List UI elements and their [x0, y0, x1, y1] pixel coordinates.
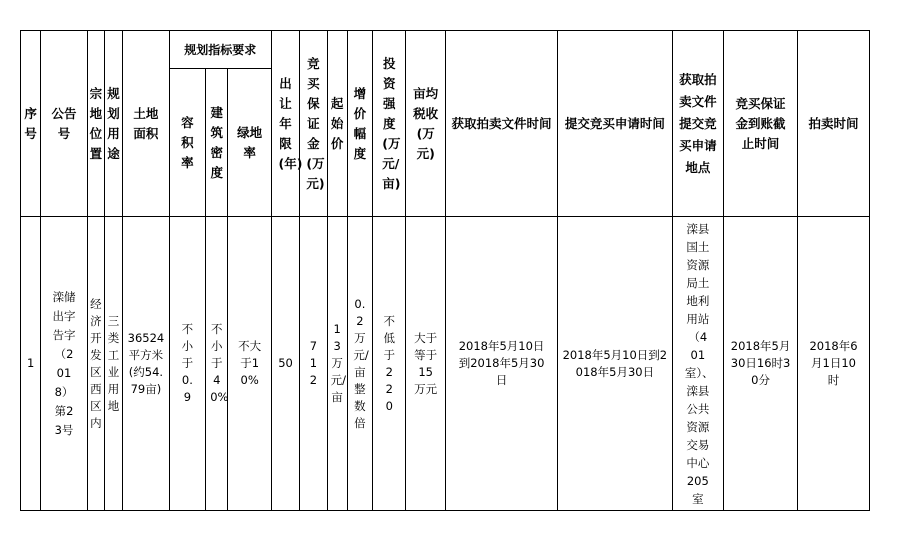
- cell-notice-no: 滦储出字告字（2018）第23号: [41, 217, 88, 511]
- cell-location: 经济开发区西区内: [87, 217, 104, 511]
- cell-deposit: 712: [300, 217, 327, 511]
- header-density: 建筑密度: [206, 69, 228, 217]
- cell-far: 不小于0.9: [169, 217, 205, 511]
- header-term: 出让年限(年): [271, 31, 299, 217]
- cell-seq: 1: [21, 217, 41, 511]
- cell-green: 不大于10%: [228, 217, 272, 511]
- header-place: 获取拍卖文件提交竞买申请地点: [672, 31, 724, 217]
- land-auction-table: [20, 30, 870, 511]
- header-far: 容积率: [169, 69, 205, 217]
- cell-increment: 0.2万元/亩整数倍: [347, 217, 372, 511]
- header-usage: 规划用途: [104, 31, 122, 217]
- header-tax: 亩均税收(万元): [406, 31, 445, 217]
- header-planning-group: 规划指标要求: [169, 31, 271, 69]
- header-increment: 增价幅度: [347, 31, 372, 217]
- header-row-1: [21, 31, 870, 69]
- cell-investment: 不低于220: [373, 217, 406, 511]
- cell-deposit-deadline: 2018年5月30日16时30分: [724, 217, 798, 511]
- header-deposit: 竞买保证金(万元): [300, 31, 327, 217]
- header-submit-time: 提交竞买申请时间: [558, 31, 672, 217]
- cell-density: 不小于40%: [206, 217, 228, 511]
- cell-term: 50: [271, 217, 299, 511]
- cell-auction-time: 2018年6月1日10时: [798, 217, 870, 511]
- header-get-docs-time: 获取拍卖文件时间: [445, 31, 557, 217]
- header-area: 土地面积: [123, 31, 170, 217]
- header-deposit-deadline: 竞买保证金到账截止时间: [724, 31, 798, 217]
- data-row: [21, 217, 870, 511]
- header-seq: 序号: [21, 31, 41, 217]
- cell-start-price: 13万元/亩: [327, 217, 347, 511]
- header-location: 宗地位置: [87, 31, 104, 217]
- header-investment: 投资强度(万元/亩): [373, 31, 406, 217]
- cell-area: 36524平方米(约54.79亩): [123, 217, 170, 511]
- header-notice-no: 公告号: [41, 31, 88, 217]
- header-start-price: 起始价: [327, 31, 347, 217]
- cell-tax: 大于等于15万元: [406, 217, 445, 511]
- cell-submit-time: 2018年5月10日到2018年5月30日: [558, 217, 672, 511]
- header-green: 绿地率: [228, 69, 272, 217]
- cell-usage: 三类工业用地: [104, 217, 122, 511]
- header-auction-time: 拍卖时间: [798, 31, 870, 217]
- cell-get-docs-time: 2018年5月10日到2018年5月30日: [445, 217, 557, 511]
- cell-place: 滦县国土资源局土地利用站（401室）、滦县公共资源交易中心205室: [672, 217, 724, 511]
